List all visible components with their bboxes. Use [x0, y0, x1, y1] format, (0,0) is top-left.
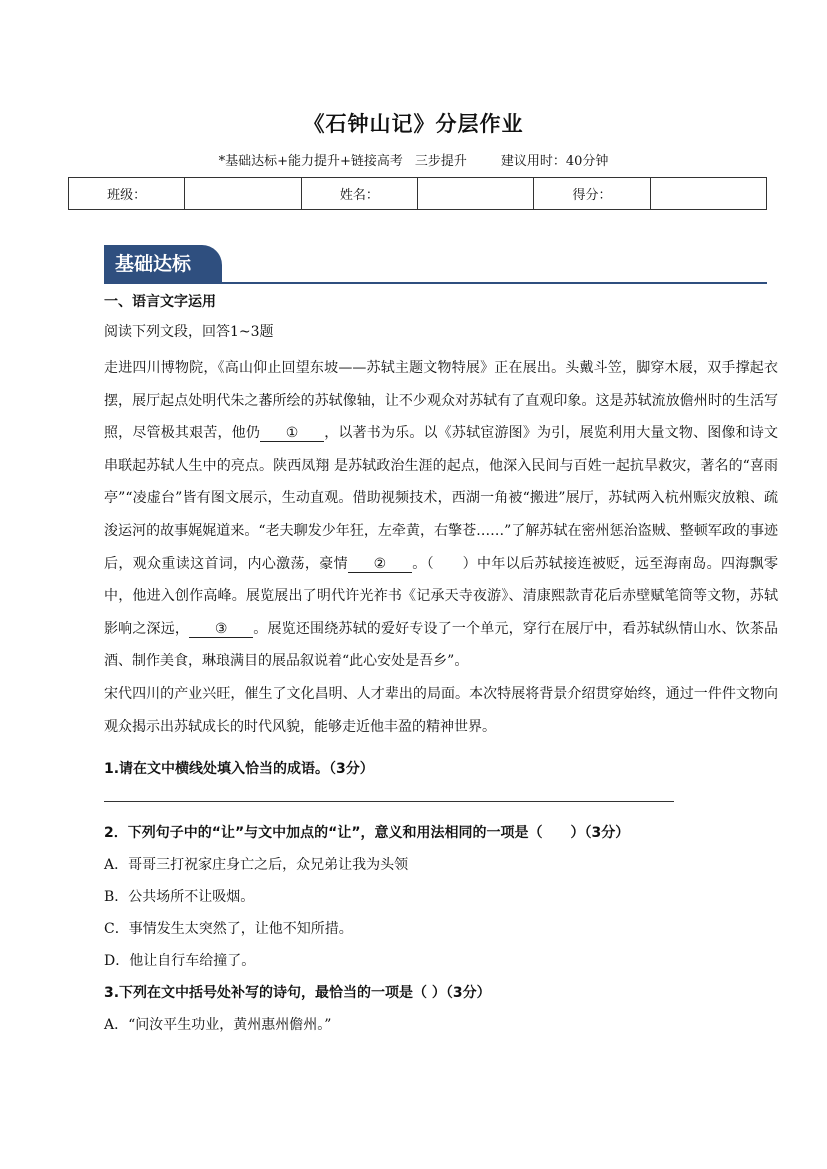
subtitle-three-steps: 三步提升 — [414, 154, 467, 169]
q2-option-a[interactable]: A．哥哥三打祝家庄身亡之后，众兄弟让我为头领 — [104, 857, 409, 874]
q3-option-a[interactable]: A．“问汝平生功业，黄州惠州儋州。” — [104, 1017, 332, 1034]
passage — [104, 352, 778, 743]
instruction: 阅读下列文段，回答1~3题 — [104, 324, 274, 340]
name-label: 姓名： — [301, 178, 417, 210]
passage-text-c: 。（ ）中年以后苏轼接连被贬，远至海南岛。四海飘零中，他进入创作高峰。展览展出了明代许光祚书《记承天寺夜游》、清康熙款青花后赤壁赋笔筒等文物，苏轼影响之深远， — [104, 555, 779, 637]
q2-option-d[interactable]: D．他让自行车给撞了。 — [104, 953, 256, 970]
question-3: 3.下列在文中括号处补写的诗句，最恰当的一项是（ ）（3分） — [104, 985, 491, 1002]
score-label: 得分： — [534, 178, 650, 210]
passage-text-d: 。展览还围绕苏轼的爱好专设了一个单元，穿行在展厅中，看苏轼纵情山水、饮茶品酒、制作美食，琳琅满目的展品叙说着“此心安处是吾乡”。 — [104, 620, 779, 670]
section-divider — [104, 282, 767, 284]
passage-text-b: ，以著书为乐。以《苏轼宦游图》为引，展览利用大量文物、图像和诗文串联起苏轼人生中的亮点。陕西凤翔 是苏轼政治生涯的起点，他深入民间与百姓一起抗旱救灾，著名的“喜雨亭”“凌虚台”皆有图文展示，生动直观。借助视频技术，西湖一角被“搬进”展厅，苏轼两入杭州赈灾放粮、疏浚运河的故事娓娓道来。“老夫聊发少年狂，左牵黄，右擎苍……”了解苏轼在密州惩治盗贼、整顿军政的事迹后，观众重读这首词，内心激荡，豪情 — [104, 425, 778, 572]
section-heading: 一、语言文字运用 — [104, 294, 216, 310]
section-badge: 基础达标 — [104, 245, 222, 283]
blank-3[interactable]: ③ — [189, 621, 253, 638]
question-2: 2．下列句子中的“让”与文中加点的“让”，意义和用法相同的一项是（ ）（3分） — [104, 825, 630, 842]
class-field[interactable] — [185, 178, 301, 210]
info-table — [68, 177, 767, 210]
subtitle — [0, 150, 827, 169]
blank-2[interactable]: ② — [348, 556, 412, 573]
blank-1[interactable]: ① — [260, 425, 324, 442]
subtitle-steps: *基础达标+能力提升+链接高考 — [218, 154, 403, 169]
answer-line-q1[interactable] — [104, 801, 674, 802]
class-label: 班级： — [69, 178, 185, 210]
main-content — [104, 292, 778, 1035]
question-1: 1.请在文中横线处填入恰当的成语。（3分） — [104, 761, 374, 778]
subtitle-time: 建议用时：40分钟 — [500, 154, 609, 169]
q2-option-b[interactable]: B．公共场所不让吸烟。 — [104, 889, 255, 906]
score-field[interactable] — [650, 178, 766, 210]
passage-paragraph-1 — [104, 352, 778, 678]
q2-option-c[interactable]: C．事情发生太突然了，让他不知所措。 — [104, 921, 353, 938]
passage-text-a: 走进四川博物院，《高山仰止回望东坡——苏轼主题文物特展》正在展出。头戴斗笠，脚穿木屐，双手撑起衣摆，展厅起点处明代朱之蕃所绘的苏轼像轴，让不少观众对苏轼有了直观印象。这是苏轼流放儋州时的生活写照，尽管极其艰苦，他仍 — [104, 360, 778, 442]
passage-paragraph-2: 宋代四川的产业兴旺，催生了文化昌明、人才辈出的局面。本次特展将背景介绍贯穿始终，通过一件件文物向观众揭示出苏轼成长的时代风貌，能够走近他丰盈的精神世界。 — [104, 685, 778, 735]
page-title: 《石钟山记》分层作业 — [303, 111, 524, 136]
name-field[interactable] — [417, 178, 533, 210]
